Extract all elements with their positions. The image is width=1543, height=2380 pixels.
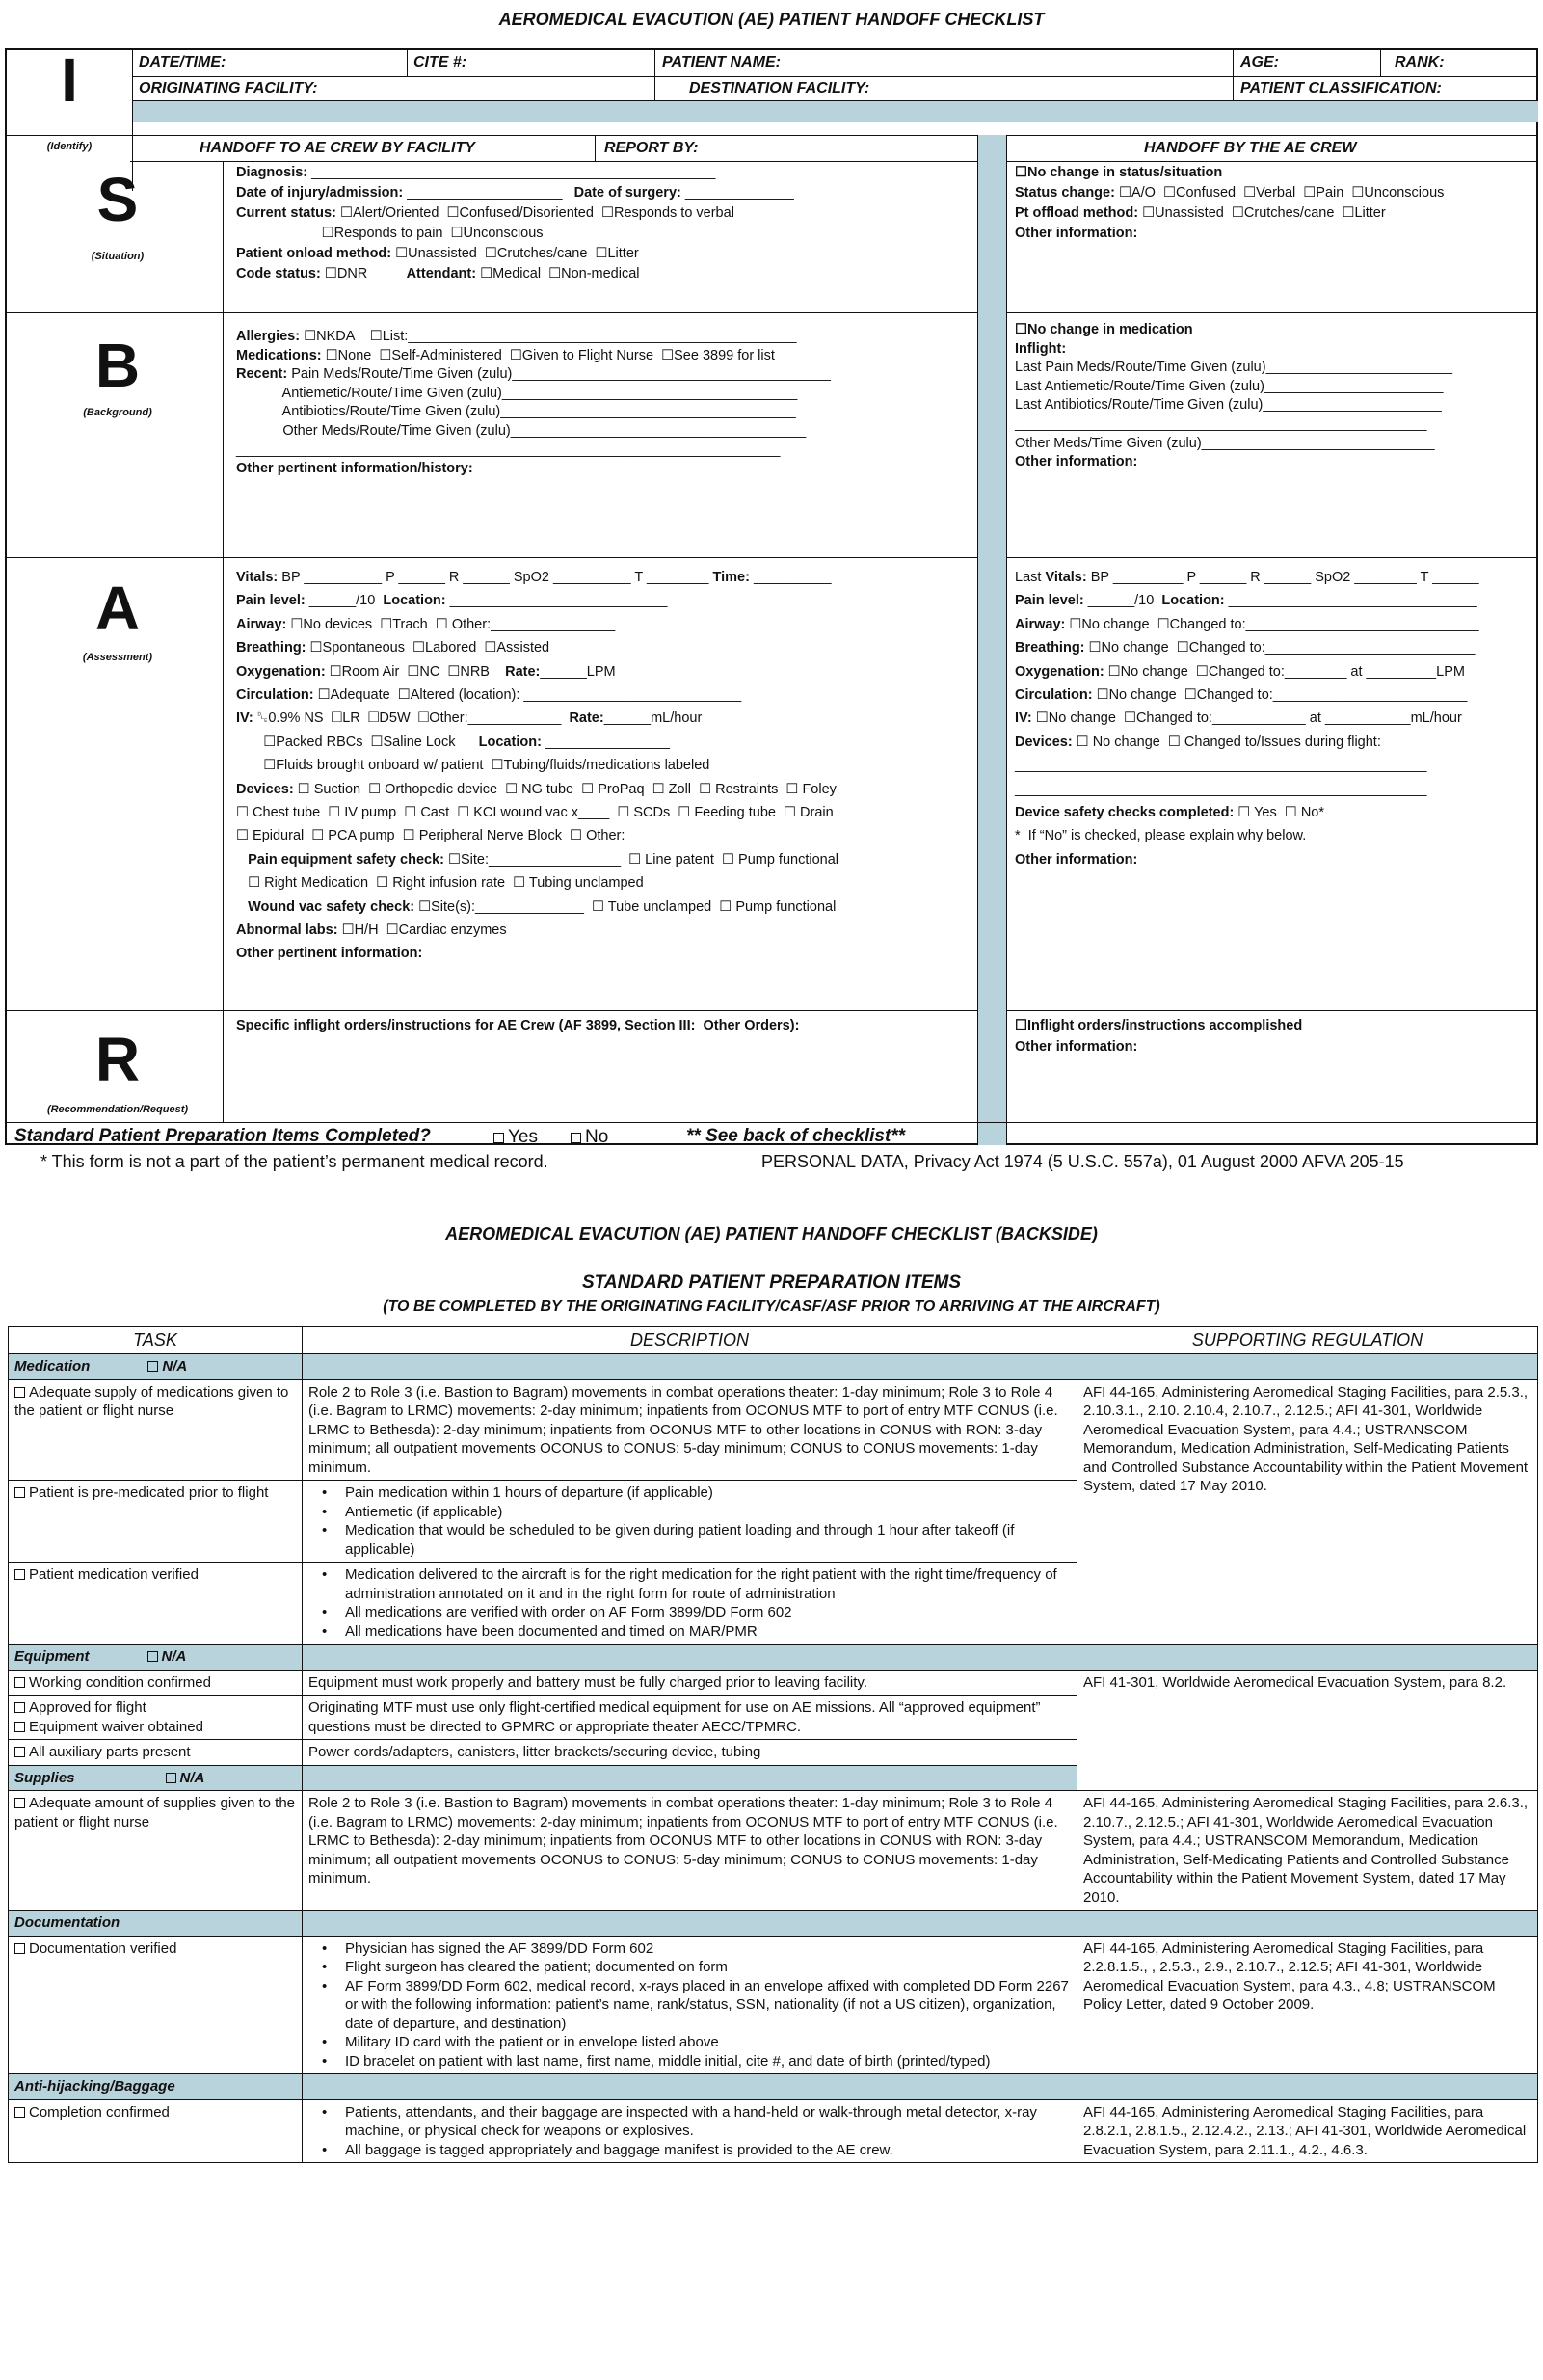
checkbox[interactable] [14, 1747, 25, 1757]
task-approved-waiver[interactable]: Approved for flight Equipment waiver obtained [9, 1696, 303, 1740]
assessment-label: (Assessment) [82, 652, 153, 663]
situation-left-line-5: Code status: ☐DNR Attendant: ☐Medical ☐Non-medical [236, 266, 640, 281]
assessment-left-line-0: Vitals: BP __________ P ______ R ______ SpO2 __________ T ________ Time: __________ [236, 570, 832, 585]
see-back-note: ** See back of checklist** [686, 1126, 906, 1146]
background-left-line-3: Antiemetic/Route/Time Given (zulu)______________________________________ [236, 385, 798, 401]
footnote-not-record: * This form is not a part of the patient’s permanent medical record. [40, 1152, 548, 1171]
reg-anti-hijacking: AFI 44-165, Administering Aeromedical Staging Facilities, para 2.8.2.1, 2.8.1.5., 2.12.4.2., 2.13.; AFI 41-301, Worldwide Aeromedical Evacuation System, para 2.11.1., 4.2., 4.6.3. [1077, 2099, 1538, 2163]
assessment-right-line-11: * If “No” is checked, please explain why below. [1015, 828, 1307, 844]
section-supplies: Supplies N/A [9, 1765, 303, 1791]
list-item: • Physician has signed the AF 3899/DD Form 602 [308, 1939, 1071, 1959]
assessment-left-line-13: ☐ Right Medication ☐ Right infusion rate ☐ Tubing unclamped [236, 875, 644, 892]
assessment-left-line-15: Abnormal labs: ☐H/H ☐Cardiac enzymes [236, 923, 507, 938]
assessment-left-line-1: Pain level: ______/10 Location: ____________________________ [236, 593, 668, 609]
background-right-line-1: Inflight: [1015, 340, 1067, 357]
standard-items-question: Standard Patient Preparation Items Completed? [14, 1126, 431, 1146]
recommendation-letter: R [94, 1025, 141, 1094]
checkbox[interactable] [14, 1943, 25, 1954]
background-right-line-3: Last Antiemetic/Route/Time Given (zulu)_______________________ [1015, 378, 1444, 394]
assessment-left-line-11: ☐ Epidural ☐ PCA pump ☐ Peripheral Nerve Block ☐ Other: ____________________ [236, 828, 785, 844]
list-item: • All medications have been documented and timed on MAR/PMR [308, 1622, 1071, 1642]
assessment-left-line-14: Wound vac safety check: ☐Site(s):______________ ☐ Tube unclamped ☐ Pump functional [248, 898, 837, 915]
preparation-items-table [8, 1326, 1538, 2163]
destination-facility-label: DESTINATION FACILITY: [689, 80, 870, 96]
section-documentation: Documentation [9, 1911, 303, 1937]
assessment-left-line-2: Airway: ☐No devices ☐Trach ☐ Other:________________ [236, 616, 616, 632]
background-left-line-4: Antibiotics/Route/Time Given (zulu)______________________________________ [236, 404, 796, 420]
list-item: • Pain medication within 1 hours of departure (if applicable) [308, 1484, 1071, 1503]
list-item: • Medication that would be scheduled to be given during patient loading and through 1 hour after takeoff (if applicable) [308, 1521, 1071, 1559]
background-right-line-7: Other information: [1015, 454, 1138, 470]
situation-left-line-4: Patient onload method: ☐Unassisted ☐Crutches/cane ☐Litter [236, 246, 639, 261]
rank-label: RANK: [1395, 54, 1445, 70]
r-right-line-1: Other information: [1015, 1039, 1138, 1055]
assessment-right-line-5: Circulation: ☐No change ☐Changed to:_________________________ [1015, 687, 1468, 703]
yes-option[interactable]: Yes [493, 1127, 538, 1148]
task-working-condition[interactable]: Working condition confirmed [9, 1670, 303, 1696]
yes-checkbox[interactable] [493, 1133, 504, 1143]
assessment-right-line-4: Oxygenation: ☐No change ☐Changed to:________ at _________LPM [1015, 663, 1465, 680]
assessment-left-line-16: Other pertinent information: [236, 946, 423, 962]
assessment-left-line-7: ☐Packed RBCs ☐Saline Lock Location: ________________ [236, 734, 670, 750]
assessment-right-line-9: _____________________________________________________ [1015, 781, 1427, 797]
assessment-left-line-12: Pain equipment safety check: ☐Site:_________________ ☐ Line patent ☐ Pump functional [248, 851, 839, 868]
background-left-line-0: Allergies: ☐NKDA ☐List:__________________________________________________ [236, 329, 797, 344]
background-left-line-1: Medications: ☐None ☐Self-Administered ☐Given to Flight Nurse ☐See 3899 for list [236, 347, 775, 363]
assessment-right-line-1: Pain level: ______/10 Location: ________________________________ [1015, 593, 1477, 609]
medication-na-checkbox[interactable] [147, 1361, 158, 1372]
background-right-line-2: Last Pain Meds/Route/Time Given (zulu)________________________ [1015, 360, 1453, 376]
assessment-right-line-2: Airway: ☐No change ☐Changed to:______________________________ [1015, 616, 1479, 632]
desc-documentation [303, 1936, 1077, 2074]
equipment-na-checkbox[interactable] [147, 1651, 158, 1662]
assessment-right-line-0: Last Vitals: BP _________ P ______ R ______ SpO2 ________ T ______ [1015, 570, 1479, 585]
back-subtitle-2: (TO BE COMPLETED BY THE ORIGINATING FACILITY/CASF/ASF PRIOR TO ARRIVING AT THE AIRCRAFT) [383, 1298, 1160, 1315]
situation-right-line-1: Status change: ☐A/O ☐Confused ☐Verbal ☐Pain ☐Unconscious [1015, 185, 1445, 201]
assessment-left-line-10: ☐ Chest tube ☐ IV pump ☐ Cast ☐ KCI wound vac x____ ☐ SCDs ☐ Feeding tube ☐ Drain [236, 805, 834, 820]
desc-medication-supply: Role 2 to Role 3 (i.e. Bastion to Bagram) movements in combat operations theater: 1-day minimum; Role 3 to Role 4 (i.e. Bagram to LRMC) movements: 2-day minimum; inpatients from OCONUS MTF to port of entry MTF CONUS (i.e. LRMC to Bethesda): 2-day minimum; inpatients from OCONUS MTF to other locations in CONUS with RON: 3-day minimum; all outpatient movements OCONUS to CONUS: 5-day minimum; CONUS to CONUS movements: 1-day minimum. [303, 1379, 1077, 1481]
assessment-letter: A [94, 574, 141, 643]
desc-premedicated [303, 1481, 1077, 1563]
checkbox[interactable] [14, 1387, 25, 1398]
list-item: • Patients, attendants, and their baggage are inspected with a hand-held or walk-through metal detector, x-ray machine, or physical check for weapons or explosives. [308, 2103, 1071, 2141]
task-auxiliary-parts[interactable]: All auxiliary parts present [9, 1740, 303, 1766]
back-subtitle: STANDARD PATIENT PREPARATION ITEMS [581, 1272, 962, 1293]
front-title: AEROMEDICAL EVACUTION (AE) PATIENT HANDOFF CHECKLIST [498, 10, 1045, 29]
assessment-right-line-3: Breathing: ☐No change ☐Changed to:___________________________ [1015, 640, 1476, 656]
situation-left-line-0: Diagnosis: ____________________________________________________ [236, 165, 716, 180]
background-left-line-6: ______________________________________________________________________ [236, 441, 781, 458]
assessment-right-line-6: IV: ☐No change ☐Changed to:____________ at ___________mL/hour [1015, 710, 1462, 727]
list-item: • Military ID card with the patient or in envelope listed above [308, 2033, 1071, 2052]
handoff-facility-label: HANDOFF TO AE CREW BY FACILITY [200, 140, 475, 156]
section-medication: Medication N/A [9, 1354, 303, 1380]
situation-right-line-3: Other information: [1015, 226, 1138, 241]
description-header: DESCRIPTION [303, 1327, 1077, 1354]
checkbox[interactable] [14, 1677, 25, 1688]
list-item: • Medication delivered to the aircraft is for the right medication for the right patient with the right time/frequency of administration annotated on it and in the right form for route of administration [308, 1565, 1071, 1603]
task-medication-supply[interactable]: Adequate supply of medications given to the patient or flight nurse [9, 1379, 303, 1481]
background-letter: B [94, 331, 141, 400]
report-by-label: REPORT BY: [604, 140, 699, 156]
situation-left-line-3: ☐Responds to pain ☐Unconscious [236, 226, 544, 241]
task-supplies[interactable]: Adequate amount of supplies given to the patient or flight nurse [9, 1791, 303, 1911]
patient-classification-label: PATIENT CLASSIFICATION: [1240, 80, 1442, 96]
task-header: TASK [9, 1327, 303, 1354]
checkbox[interactable] [14, 1798, 25, 1808]
desc-supplies: Role 2 to Role 3 (i.e. Bastion to Bagram) movements in combat operations theater: 1-day minimum; Role 3 to Role 4 (i.e. Bagram to LRMC) movements: 2-day minimum; inpatients from OCONUS MTF to port of entry MTF CONUS (i.e. LRMC to Bethesda): 2-day minimum; inpatients from OCONUS MTF to other locations in CONUS with RON: 3-day minimum; all outpatient movements OCONUS to CONUS: 5-day minimum; CONUS to CONUS movements: 1-day minimum. [303, 1791, 1077, 1911]
task-medication-verified[interactable]: Patient medication verified [9, 1563, 303, 1645]
back-title: AEROMEDICAL EVACUTION (AE) PATIENT HANDOFF CHECKLIST (BACKSIDE) [445, 1224, 1098, 1243]
list-item: • All baggage is tagged appropriately and baggage manifest is provided to the AE crew. [308, 2141, 1071, 2160]
recommendation-label: (Recommendation/Request) [46, 1104, 189, 1115]
identify-letter: I [61, 45, 78, 115]
task-documentation[interactable]: Documentation verified [9, 1936, 303, 2074]
desc-working-condition: Equipment must work properly and battery must be fully charged prior to leaving facility. [303, 1670, 1077, 1696]
reg-equipment: AFI 41-301, Worldwide Aeromedical Evacuation System, para 8.2. [1077, 1670, 1538, 1791]
situation-right-line-0: ☐No change in status/situation [1015, 165, 1223, 180]
situation-left-line-2: Current status: ☐Alert/Oriented ☐Confused/Disoriented ☐Responds to verbal [236, 205, 734, 221]
footnote-privacy-act: PERSONAL DATA, Privacy Act 1974 (5 U.S.C. 557a), 01 August 2000 AFVA 205-15 [761, 1152, 1404, 1171]
section-anti-hijacking: Anti-hijacking/Baggage [9, 2074, 303, 2100]
assessment-right-line-8: _____________________________________________________ [1015, 758, 1427, 774]
background-left-line-2: Recent: Pain Meds/Route/Time Given (zulu)_________________________________________ [236, 366, 831, 383]
checkbox[interactable] [14, 1702, 25, 1713]
desc-auxiliary-parts: Power cords/adapters, canisters, litter brackets/securing device, tubing [303, 1740, 1077, 1766]
originating-facility-label: ORIGINATING FACILITY: [139, 80, 318, 96]
no-checkbox[interactable] [571, 1133, 581, 1143]
inflight-orders-label: Specific inflight orders/instructions for AE Crew (AF 3899, Section III: Other Orders): [236, 1018, 800, 1033]
desc-approved: Originating MTF must use only flight-certified medical equipment for use on AE missions. All “approved equipment” questions must be directed to GPMRC or appropriate theater AECC/TPMRC. [303, 1696, 1077, 1740]
list-item: • Flight surgeon has cleared the patient; documented on form [308, 1958, 1071, 1977]
background-left-line-7: Other pertinent information/history: [236, 461, 473, 477]
background-right-line-4: Last Antibiotics/Route/Time Given (zulu)_______________________ [1015, 397, 1442, 414]
front-form [5, 45, 1538, 1147]
checkbox[interactable] [14, 2107, 25, 2118]
list-item: • ID bracelet on patient with last name, first name, middle initial, cite #, and date of birth (printed/typed) [308, 2052, 1071, 2072]
task-premedicated[interactable]: Patient is pre-medicated prior to flight [9, 1481, 303, 1563]
supplies-na-checkbox[interactable] [166, 1773, 176, 1783]
identify-label: (Identify) [46, 141, 93, 152]
cite-label: CITE #: [413, 54, 467, 70]
checkbox[interactable] [14, 1569, 25, 1580]
assessment-left-line-4: Oxygenation: ☐Room Air ☐NC ☐NRB Rate:______LPM [236, 663, 616, 680]
task-anti-hijacking[interactable]: Completion confirmed [9, 2099, 303, 2163]
list-item: • Antiemetic (if applicable) [308, 1503, 1071, 1522]
background-right-line-6: Other Meds/Time Given (zulu)______________________________ [1015, 435, 1435, 451]
assessment-left-line-5: Circulation: ☐Adequate ☐Altered (location): ____________________________ [236, 687, 742, 703]
regulation-header: SUPPORTING REGULATION [1077, 1327, 1538, 1354]
desc-anti-hijacking [303, 2099, 1077, 2163]
assessment-left-line-3: Breathing: ☐Spontaneous ☐Labored ☐Assisted [236, 640, 550, 656]
no-option[interactable]: No [571, 1127, 608, 1148]
assessment-left-line-8: ☐Fluids brought onboard w/ patient ☐Tubing/fluids/medications labeled [236, 758, 710, 774]
background-left-line-5: Other Meds/Route/Time Given (zulu)______________________________________ [236, 423, 807, 439]
assessment-left-line-6: IV: ␐0.9% NS ☐LR ☐D5W ☐Other:____________ Rate:______mL/hour [236, 710, 703, 727]
section-equipment: Equipment N/A [9, 1645, 303, 1671]
list-item: • All medications are verified with order on AF Form 3899/DD Form 602 [308, 1603, 1071, 1622]
assessment-right-line-7: Devices: ☐ No change ☐ Changed to/Issues during flight: [1015, 734, 1381, 750]
date-time-label: DATE/TIME: [139, 54, 226, 70]
background-right-line-5: _____________________________________________________ [1015, 416, 1427, 432]
situation-letter: S [96, 165, 139, 234]
situation-left-line-1: Date of injury/admission: ____________________ Date of surgery: ______________ [236, 185, 794, 201]
assessment-left-line-9: Devices: ☐ Suction ☐ Orthopedic device ☐ NG tube ☐ ProPaq ☐ Zoll ☐ Restraints ☐ Foley [236, 781, 837, 797]
assessment-right-line-12: Other information: [1015, 851, 1138, 868]
background-label: (Background) [83, 407, 152, 418]
list-item: • AF Form 3899/DD Form 602, medical record, x-rays placed in an envelope affixed with completed DD Form 2267 or with the following information: patient’s name, rank/status, SSN, nationality (if not a US citizen), organization, date of departure, and destination) [308, 1977, 1071, 2034]
patient-name-label: PATIENT NAME: [662, 54, 781, 70]
desc-medication-verified [303, 1563, 1077, 1645]
assessment-right-line-10: Device safety checks completed: ☐ Yes ☐ No* [1015, 805, 1324, 820]
situation-label: (Situation) [91, 251, 145, 262]
handoff-crew-label: HANDOFF BY THE AE CREW [1144, 140, 1357, 156]
checkbox[interactable] [14, 1487, 25, 1498]
situation-right-line-2: Pt offload method: ☐Unassisted ☐Crutches/cane ☐Litter [1015, 205, 1386, 221]
age-label: AGE: [1240, 54, 1279, 70]
background-right-line-0: ☐No change in medication [1015, 322, 1193, 337]
reg-supplies: AFI 44-165, Administering Aeromedical Staging Facilities, para 2.6.3., 2.10.7., 2.12.5.; AFI 41-301, Worldwide Aeromedical Evacuation System, para 4.4.; USTRANSCOM Memorandum, Medication Administration, Self-Medicating Patients and Controlled Substance Accountability within the Patient Movement System, dated 17 May 2010. [1077, 1791, 1538, 1911]
r-right-line-0: ☐Inflight orders/instructions accomplished [1015, 1018, 1303, 1033]
reg-documentation: AFI 44-165, Administering Aeromedical Staging Facilities, para 2.2.8.1.5., , 2.5.3., 2.9., 2.10.7., 2.12.5; AFI 41-301, Worldwide Aeromedical Evacuation System, para 4.3., 4.8; USTRANSCOM Policy Letter, dated 9 October 2009. [1077, 1936, 1538, 2074]
reg-medication: AFI 44-165, Administering Aeromedical Staging Facilities, para 2.5.3., 2.10.3.1., 2.10. 2.10.4, 2.10.7., 2.12.5.; AFI 41-301, Worldwide Aeromedical Evacuation System, para 4.4.; USTRANSCOM Memorandum, Medication Administration, Self-Medicating Patients and Controlled Substance Accountability within the Patient Movement System, dated 17 May 2010. [1077, 1379, 1538, 1645]
checkbox[interactable] [14, 1722, 25, 1732]
